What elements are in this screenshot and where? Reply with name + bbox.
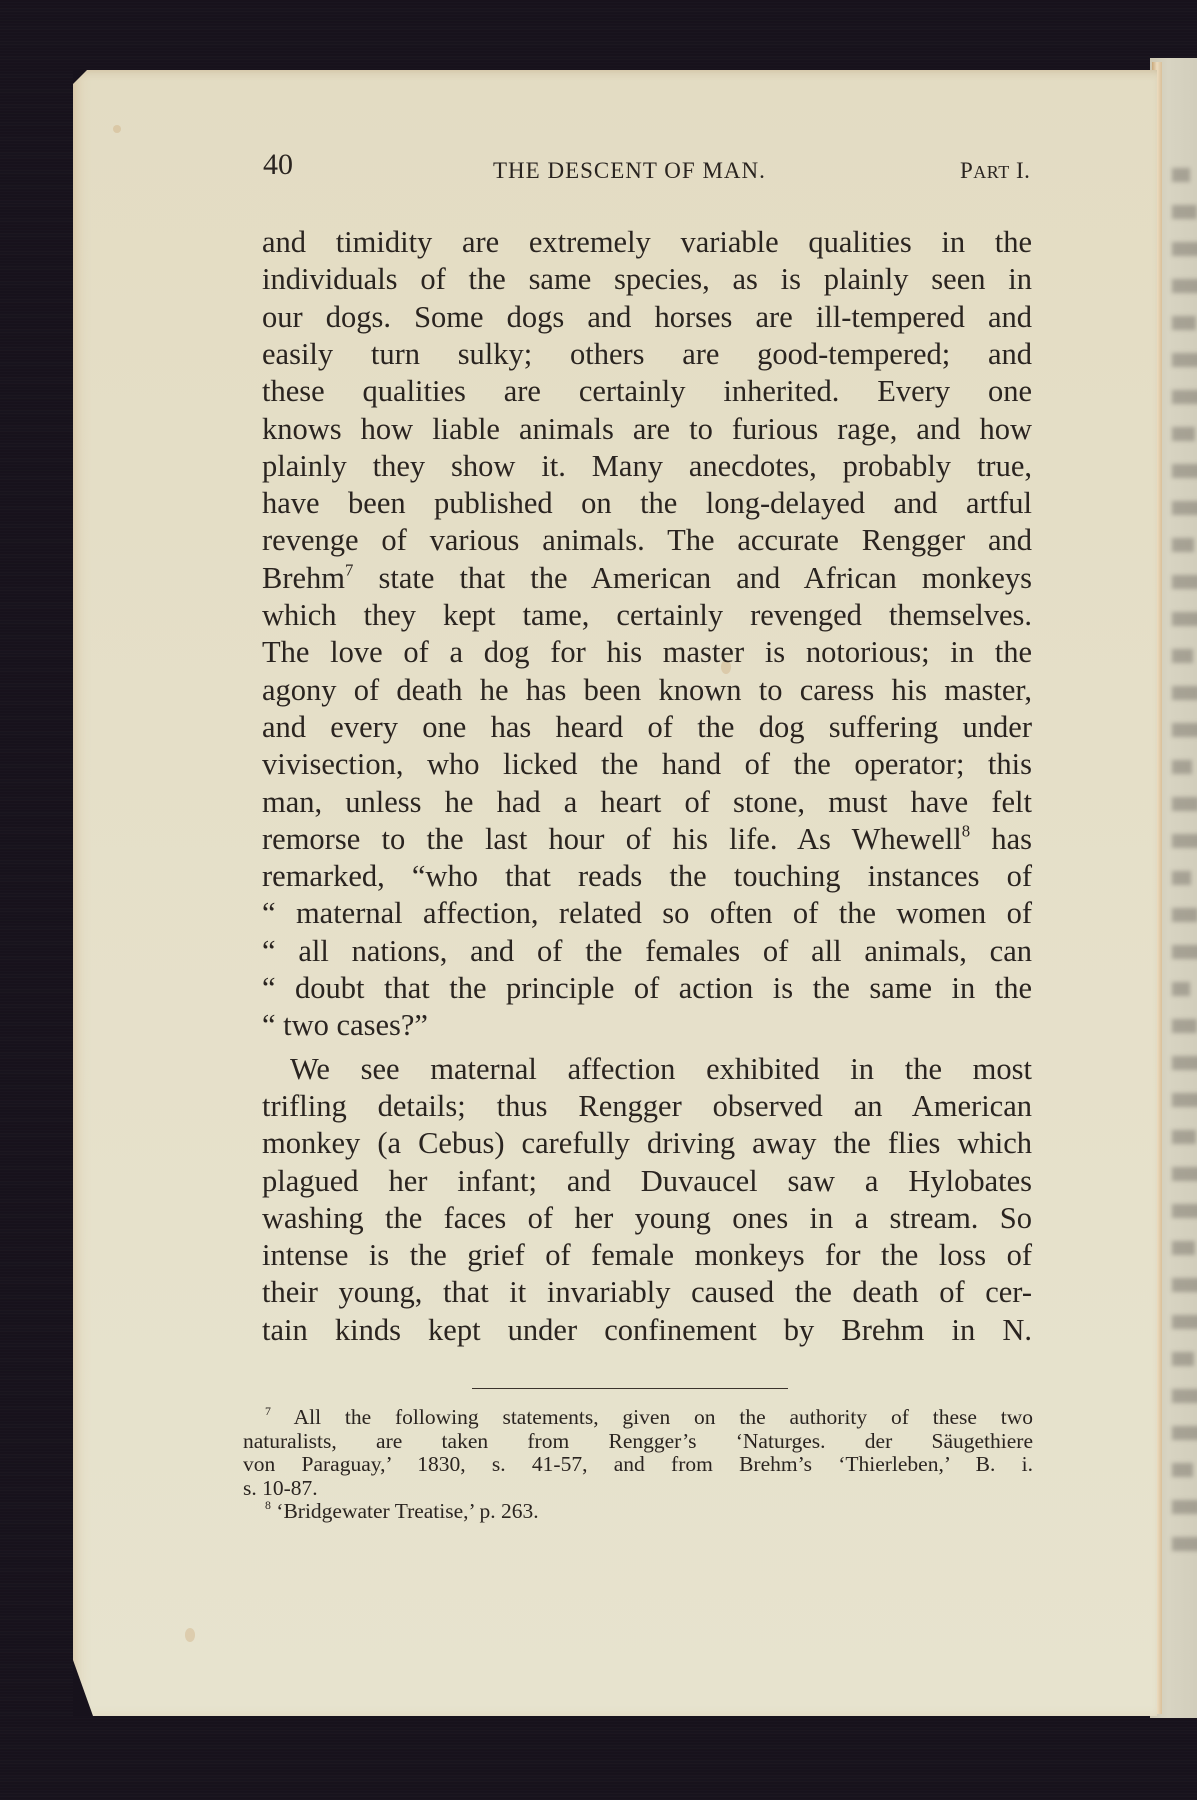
adjacent-page-text: [1172, 908, 1197, 922]
adjacent-page-text: [1172, 612, 1197, 626]
footnote-rule: [472, 1388, 788, 1389]
text-fragment: ‘Bridgewater Treatise,’ p. 263.: [270, 1499, 539, 1523]
adjacent-page-text: [1172, 834, 1197, 848]
adjacent-page-text: [1172, 871, 1191, 885]
text-line: [262, 448, 1032, 484]
text-line: [262, 299, 1032, 335]
adjacent-page-text: [1172, 353, 1197, 367]
text-fragment: our dogs. Some dogs and horses are ill-tempered and: [262, 299, 1032, 334]
adjacent-page-text: [1172, 1500, 1197, 1514]
text-line: [262, 411, 1032, 447]
text-fragment: state that the American and African monkeys: [353, 560, 1032, 595]
text-fragment: intense is the grief of female monkeys for the loss of: [262, 1238, 1032, 1273]
text-line: [262, 672, 1032, 708]
part-label: PART I.: [960, 158, 1031, 183]
text-fragment: individuals of the same species, as is plainly seen in: [262, 262, 1032, 297]
text-line: [290, 1051, 1032, 1087]
text-fragment: naturalists, are taken from Rengger’s ‘Naturges. der Säugethiere: [243, 1428, 1033, 1453]
text-fragment: have been published on the long-delayed and artful: [262, 486, 1032, 521]
text-line: [262, 1163, 1032, 1199]
adjacent-page-text: [1172, 686, 1197, 700]
adjacent-page-text: [1172, 1130, 1196, 1144]
text-line: [262, 597, 1032, 633]
text-fragment: agony of death he has been known to caress his master,: [262, 672, 1032, 707]
text-line: [262, 224, 1032, 260]
text-line: [262, 1125, 1032, 1161]
adjacent-page-text: [1172, 797, 1197, 811]
text-fragment: plainly they show it. Many anecdotes, probably true,: [262, 448, 1032, 483]
text-fragment: remarked, “who that reads the touching instances of: [262, 859, 1032, 894]
text-line: [262, 1200, 1032, 1236]
text-line: [262, 560, 1032, 596]
text-fragment: vivisection, who licked the hand of the operator; this: [262, 747, 1032, 782]
footnote-marker: 8: [961, 821, 971, 841]
adjacent-page-text: [1172, 982, 1190, 996]
text-fragment: All the following statements, given on the authority of these two: [270, 1405, 1033, 1429]
adjacent-page-text: [1172, 1056, 1197, 1070]
text-line: [262, 709, 1032, 745]
text-line: [262, 261, 1032, 297]
text-fragment: We see maternal affection exhibited in the most: [290, 1051, 1032, 1086]
footnote-line: [243, 1476, 1033, 1500]
text-line: [262, 1312, 1032, 1348]
adjacent-page-text: [1172, 760, 1192, 774]
text-fragment: these qualities are certainly inherited. Every one: [262, 374, 1032, 409]
text-fragment: revenge of various animals. The accurate Rengger and: [262, 523, 1032, 558]
adjacent-page-text: [1172, 1241, 1195, 1255]
adjacent-page-text: [1172, 205, 1197, 219]
adjacent-page-text: [1172, 1537, 1197, 1551]
text-line: [262, 784, 1032, 820]
text-line: [262, 970, 1032, 1006]
paper-stain: [113, 125, 121, 133]
adjacent-page-text: [1172, 501, 1197, 515]
adjacent-page-text: [1172, 168, 1190, 182]
text-fragment: tain kinds kept under confinement by Brehm in N.: [262, 1312, 1032, 1347]
text-line: [262, 1007, 1032, 1043]
text-line: [262, 634, 1032, 670]
adjacent-page-text: [1172, 1426, 1197, 1440]
adjacent-page-text: [1172, 427, 1195, 441]
adjacent-page-text: [1172, 538, 1194, 552]
footnote-marker: 7: [345, 560, 354, 580]
adjacent-page-text: [1172, 1204, 1197, 1218]
text-fragment: “ maternal affection, related so often of the women of: [262, 896, 1032, 931]
adjacent-page-text: [1172, 242, 1197, 256]
adjacent-page-text: [1172, 279, 1197, 293]
text-fragment: “ all nations, and of the females of all animals, can: [262, 933, 1032, 968]
text-fragment: “ doubt that the principle of action is the same in the: [262, 971, 1032, 1005]
text-fragment: trifling details; thus Rengger observed an American: [262, 1088, 1032, 1123]
text-line: [262, 1088, 1032, 1124]
text-fragment: s. 10-87.: [243, 1475, 318, 1500]
text-fragment: man, unless he had a heart of stone, must have felt: [262, 784, 1032, 819]
text-fragment: washing the faces of her young ones in a stream. So: [262, 1200, 1032, 1235]
adjacent-page-text: [1172, 1463, 1193, 1477]
text-fragment: von Paraguay,’ 1830, s. 41-57, and from Brehm’s ‘Thierleben,’ B. i.: [243, 1452, 1033, 1476]
text-line: [262, 933, 1032, 969]
text-line: [262, 522, 1032, 558]
text-fragment: their young, that it invariably caused the death of cer-: [262, 1275, 1032, 1310]
text-line: [262, 821, 1032, 857]
text-line: [262, 858, 1032, 894]
text-fragment: which they kept tame, certainly revenged themselves.: [262, 598, 1032, 632]
text-fragment: remorse to the last hour of his life. As Whewell: [262, 821, 962, 856]
running-title: THE DESCENT OF MAN.: [493, 158, 766, 183]
text-line: [262, 373, 1032, 409]
text-line: [262, 1237, 1032, 1273]
adjacent-page-text: [1172, 1315, 1197, 1329]
text-fragment: knows how liable animals are to furious rage, and how: [262, 411, 1032, 446]
text-fragment: The love of a dog for his master is notorious; in the: [262, 635, 1032, 670]
text-line: [262, 1274, 1032, 1310]
adjacent-page-text: [1172, 723, 1197, 737]
text-fragment: “ two cases?”: [262, 1008, 428, 1043]
text-fragment: has: [970, 821, 1032, 856]
page-number: 40: [263, 148, 293, 181]
text-fragment: and every one has heard of the dog suffering under: [262, 709, 1032, 744]
adjacent-page-text: [1172, 649, 1193, 663]
footnote-line: [265, 1405, 1033, 1429]
adjacent-page-text: [1172, 390, 1197, 404]
text-line: [262, 485, 1032, 521]
footnote-marker: 7: [265, 1404, 271, 1419]
footnote-line: [265, 1499, 1033, 1523]
adjacent-page-text: [1172, 945, 1197, 959]
text-line: [262, 895, 1032, 931]
text-line: [262, 336, 1032, 372]
adjacent-page-text: [1172, 1167, 1197, 1181]
text-fragment: Brehm: [262, 560, 346, 595]
text-line: [262, 746, 1032, 782]
footnote-line: [243, 1452, 1033, 1476]
adjacent-page-text: [1172, 1389, 1197, 1403]
adjacent-page-text: [1172, 1352, 1194, 1366]
footnote-marker: 8: [265, 1498, 271, 1513]
adjacent-page-text: [1172, 575, 1197, 589]
adjacent-page-text: [1172, 316, 1196, 330]
text-fragment: and timidity are extremely variable qualities in the: [262, 225, 1032, 259]
paper-stain: [185, 1628, 195, 1642]
adjacent-page-text: [1172, 464, 1197, 478]
adjacent-page-text: [1172, 1278, 1197, 1292]
adjacent-page-text: [1172, 1019, 1197, 1033]
adjacent-page-text: [1172, 1093, 1197, 1107]
text-fragment: easily turn sulky; others are good-tempered; and: [262, 336, 1032, 371]
footnote-line: [243, 1429, 1033, 1453]
text-fragment: monkey (a Cebus) carefully driving away the flies which: [262, 1126, 1032, 1161]
text-fragment: plagued her infant; and Duvaucel saw a Hylobates: [262, 1163, 1032, 1198]
